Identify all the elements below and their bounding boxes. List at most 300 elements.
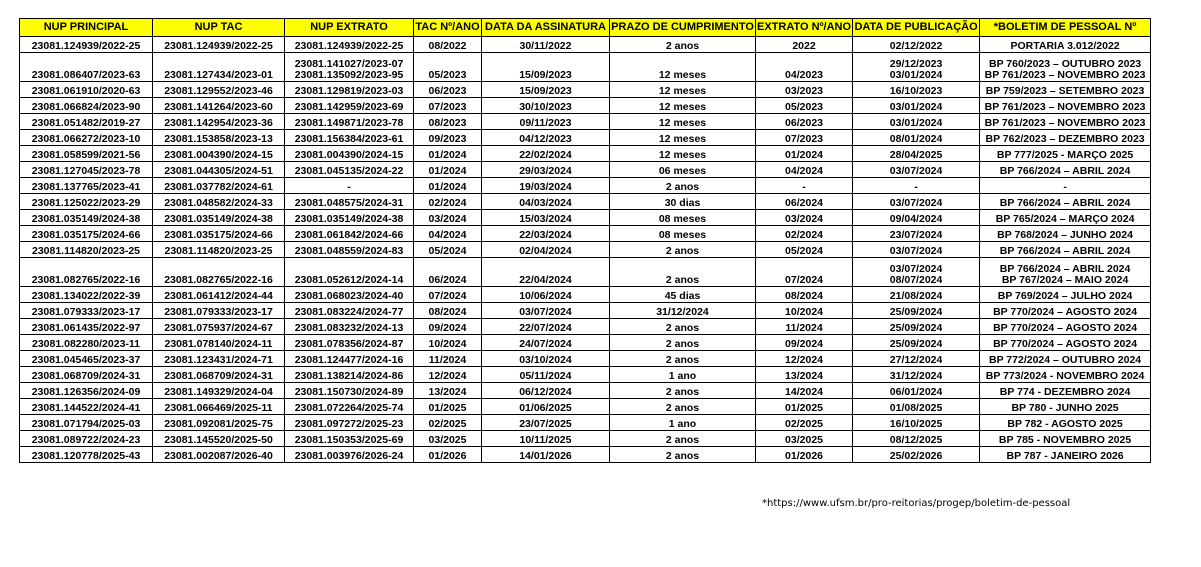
cell-tac-ano	[414, 194, 482, 210]
cell-text: 23081.150730/2024-89	[294, 386, 404, 398]
cell-text: 23081.004390/2024-15	[294, 149, 404, 161]
cell-data-publicacao	[853, 399, 980, 415]
cell-text: 05/2023	[785, 101, 824, 113]
cell-text: 24/07/2024	[519, 338, 572, 350]
cell-text: 08/2024	[428, 306, 467, 318]
cell-text: BP 777/2025 - MARÇO 2025	[996, 149, 1134, 161]
cell-text: 06/2024	[428, 274, 467, 286]
cell-text: 23081.086407/2023-63	[31, 69, 141, 81]
cell-prazo	[610, 162, 756, 178]
cell-tac-ano	[414, 383, 482, 399]
cell-tac-ano	[414, 335, 482, 351]
cell-text: 23081.082280/2023-11	[31, 338, 141, 350]
cell-text: 27/12/2024	[889, 354, 943, 366]
cell-text: 06/12/2024	[519, 386, 572, 398]
cell-text: 07/2024	[428, 290, 467, 302]
cell-prazo	[610, 303, 756, 319]
cell-data-assinatura	[482, 178, 610, 194]
cell-boletim	[980, 415, 1151, 431]
cell-text: BP 766/2024 – ABRIL 2024	[999, 245, 1131, 257]
cell-nup-extrato	[285, 447, 414, 463]
cell-text: 05/2024	[428, 245, 467, 257]
cell-tac-ano	[414, 242, 482, 258]
cell-text: BP 780 - JUNHO 2025	[1011, 402, 1119, 414]
cell-nup-tac	[153, 287, 285, 303]
cell-nup-principal	[20, 37, 153, 53]
cell-data-publicacao	[853, 367, 980, 383]
cell-prazo	[610, 258, 756, 287]
cell-nup-tac	[153, 162, 285, 178]
cell-text: 12 meses	[658, 133, 707, 145]
cell-text: 2 anos	[665, 274, 700, 286]
cell-nup-extrato	[285, 114, 414, 130]
cell-data-assinatura	[482, 210, 610, 226]
cell-data-publicacao	[853, 319, 980, 335]
cell-extrato-ano	[756, 146, 853, 162]
cell-nup-tac	[153, 319, 285, 335]
cell-text: BP 770/2024 – AGOSTO 2024	[993, 338, 1138, 350]
cell-nup-tac	[153, 53, 285, 82]
cell-text: 23081.079333/2023-17	[31, 306, 141, 318]
cell-prazo	[610, 82, 756, 98]
cell-text: 01/2024	[785, 149, 824, 161]
header-nup-extrato: NUP EXTRATO	[285, 19, 414, 37]
cell-prazo	[610, 287, 756, 303]
cell-text: 23081.037782/2024-61	[164, 181, 273, 193]
cell-nup-tac	[153, 447, 285, 463]
cell-boletim	[980, 53, 1151, 82]
table-row	[20, 98, 1151, 114]
cell-extrato-ano	[756, 82, 853, 98]
cell-text: 28/04/2025	[889, 149, 943, 161]
cell-text: 23081.142954/2023-36	[164, 117, 273, 129]
cell-text: 04/12/2023	[519, 133, 572, 145]
cell-text: 12 meses	[658, 101, 707, 113]
cell-tac-ano	[414, 367, 482, 383]
cell-boletim	[980, 82, 1151, 98]
header-prazo: PRAZO DE CUMPRIMENTO	[610, 19, 756, 37]
cell-boletim	[980, 130, 1151, 146]
cell-text: 03/07/2024	[889, 263, 943, 275]
cell-data-assinatura	[482, 194, 610, 210]
cell-tac-ano	[414, 162, 482, 178]
cell-extrato-ano	[756, 399, 853, 415]
cell-text: 22/03/2024	[519, 229, 572, 241]
cell-text: 02/2025	[428, 418, 467, 430]
cell-boletim	[980, 431, 1151, 447]
cell-nup-tac	[153, 303, 285, 319]
cell-data-assinatura	[482, 319, 610, 335]
cell-text: 15/09/2023	[519, 69, 572, 81]
cell-data-assinatura	[482, 146, 610, 162]
cell-text: 31/12/2024	[889, 370, 943, 382]
cell-text: 02/12/2022	[889, 40, 943, 52]
cell-text: 45 dias	[664, 290, 701, 302]
cell-text: 12/2024	[428, 370, 467, 382]
cell-extrato-ano	[756, 178, 853, 194]
cell-text: 23081.126356/2024-09	[31, 386, 141, 398]
table-row	[20, 303, 1151, 319]
cell-data-publicacao	[853, 162, 980, 178]
cell-text: BP 766/2024 – ABRIL 2024	[999, 197, 1131, 209]
cell-text: 22/07/2024	[519, 322, 572, 334]
cell-data-assinatura	[482, 415, 610, 431]
cell-nup-extrato	[285, 303, 414, 319]
cell-data-assinatura	[482, 383, 610, 399]
cell-text: 2 anos	[665, 245, 700, 257]
cell-extrato-ano	[756, 287, 853, 303]
cell-nup-tac	[153, 258, 285, 287]
cell-data-assinatura	[482, 114, 610, 130]
cell-text: BP 767/2024 – MAIO 2024	[1001, 274, 1129, 286]
cell-text: BP 766/2024 – ABRIL 2024	[999, 165, 1131, 177]
cell-nup-principal	[20, 258, 153, 287]
cell-extrato-ano	[756, 431, 853, 447]
cell-extrato-ano	[756, 415, 853, 431]
cell-prazo	[610, 335, 756, 351]
cell-text: 31/12/2024	[656, 306, 709, 318]
cell-text: 23081.061412/2024-44	[164, 290, 273, 302]
cell-text: 08 meses	[658, 213, 707, 225]
cell-prazo	[610, 98, 756, 114]
cell-text: 22/04/2024	[519, 274, 572, 286]
cell-text: 13/2024	[785, 370, 824, 382]
cell-nup-tac	[153, 367, 285, 383]
cell-nup-extrato	[285, 178, 414, 194]
cell-nup-extrato	[285, 367, 414, 383]
cell-prazo	[610, 130, 756, 146]
table-row	[20, 146, 1151, 162]
cell-text: 01/2024	[428, 181, 467, 193]
table-row	[20, 367, 1151, 383]
cell-extrato-ano	[756, 447, 853, 463]
cell-nup-tac	[153, 335, 285, 351]
cell-text: 23081.052612/2024-14	[294, 274, 404, 286]
cell-text: 23081.120778/2025-43	[31, 450, 141, 462]
cell-data-assinatura	[482, 335, 610, 351]
cell-text: 2 anos	[665, 181, 700, 193]
cell-text: 23081.066824/2023-90	[31, 101, 141, 113]
cell-data-assinatura	[482, 82, 610, 98]
cell-nup-principal	[20, 383, 153, 399]
cell-text: 23081.061910/2020-63	[31, 85, 141, 97]
cell-nup-extrato	[285, 146, 414, 162]
cell-text: 04/2024	[785, 165, 824, 177]
cell-nup-extrato	[285, 242, 414, 258]
cell-text: 01/2026	[785, 450, 824, 462]
cell-prazo	[610, 242, 756, 258]
cell-extrato-ano	[756, 194, 853, 210]
cell-text: 23081.124939/2022-25	[164, 40, 273, 52]
cell-data-publicacao	[853, 226, 980, 242]
cell-tac-ano	[414, 98, 482, 114]
cell-text: 23081.044305/2024-51	[164, 165, 273, 177]
cell-nup-tac	[153, 178, 285, 194]
cell-text: -	[347, 181, 351, 193]
cell-text: 23081.092081/2025-75	[164, 418, 273, 430]
cell-prazo	[610, 53, 756, 82]
cell-tac-ano	[414, 415, 482, 431]
header-boletim: *BOLETIM DE PESSOAL Nº	[980, 19, 1151, 37]
cell-text: 12 meses	[658, 149, 707, 161]
table-row	[20, 162, 1151, 178]
cell-data-publicacao	[853, 98, 980, 114]
cell-prazo	[610, 114, 756, 130]
cell-text: 23081.045135/2024-22	[294, 165, 404, 177]
cell-prazo	[610, 431, 756, 447]
header-data-assinatura: DATA DA ASSINATURA	[482, 19, 610, 37]
cell-text: 08 meses	[658, 229, 707, 241]
cell-nup-principal	[20, 178, 153, 194]
cell-boletim	[980, 335, 1151, 351]
cell-prazo	[610, 367, 756, 383]
cell-data-publicacao	[853, 53, 980, 82]
cell-nup-extrato	[285, 383, 414, 399]
cell-boletim	[980, 210, 1151, 226]
cell-text: 23081.068023/2024-40	[294, 290, 404, 302]
cell-nup-extrato	[285, 226, 414, 242]
cell-tac-ano	[414, 399, 482, 415]
cell-boletim	[980, 194, 1151, 210]
cell-tac-ano	[414, 447, 482, 463]
cell-boletim	[980, 226, 1151, 242]
cell-nup-tac	[153, 399, 285, 415]
cell-text: 08/01/2024	[889, 133, 943, 145]
cell-text: 23081.124939/2022-25	[294, 40, 404, 52]
cell-data-publicacao	[853, 210, 980, 226]
cell-text: 23/07/2024	[889, 229, 943, 241]
cell-tac-ano	[414, 53, 482, 82]
cell-tac-ano	[414, 130, 482, 146]
cell-text: BP 762/2023 – DEZEMBRO 2023	[985, 133, 1145, 145]
header-data-publicacao: DATA DE PUBLICAÇÃO	[853, 19, 980, 37]
cell-boletim	[980, 98, 1151, 114]
cell-nup-principal	[20, 335, 153, 351]
cell-text: 12/2024	[785, 354, 824, 366]
cell-text: 23081.078356/2024-87	[294, 338, 404, 350]
cell-text: BP 785 - NOVEMBRO 2025	[998, 434, 1132, 446]
cell-text: BP 773/2024 - NOVEMBRO 2024	[985, 370, 1145, 382]
cell-data-publicacao	[853, 383, 980, 399]
cell-text: 23081.072264/2025-74	[294, 402, 404, 414]
cell-text: 23081.144522/2024-41	[31, 402, 141, 414]
cell-prazo	[610, 37, 756, 53]
cell-data-assinatura	[482, 431, 610, 447]
cell-nup-principal	[20, 82, 153, 98]
cell-text: 23081.145520/2025-50	[164, 434, 273, 446]
cell-extrato-ano	[756, 242, 853, 258]
cell-extrato-ano	[756, 303, 853, 319]
cell-text: -	[1063, 181, 1067, 193]
cell-text: 12 meses	[658, 85, 707, 97]
cell-data-assinatura	[482, 242, 610, 258]
cell-data-publicacao	[853, 114, 980, 130]
cell-text: 15/03/2024	[519, 213, 572, 225]
table-row	[20, 258, 1151, 287]
cell-text: 11/2024	[428, 354, 467, 366]
cell-text: 07/2024	[785, 274, 824, 286]
cell-text: 19/03/2024	[519, 181, 572, 193]
cell-text: BP 765/2024 – MARÇO 2024	[995, 213, 1135, 225]
cell-nup-tac	[153, 114, 285, 130]
cell-extrato-ano	[756, 383, 853, 399]
cell-text: 23081.078140/2024-11	[164, 338, 273, 350]
cell-text: 23081.124939/2022-25	[31, 40, 141, 52]
cell-text: 25/02/2026	[889, 450, 943, 462]
cell-data-assinatura	[482, 367, 610, 383]
cell-nup-tac	[153, 82, 285, 98]
cell-tac-ano	[414, 178, 482, 194]
cell-text: 22/02/2024	[519, 149, 572, 161]
cell-text: 09/04/2024	[889, 213, 943, 225]
cell-text: 03/07/2024	[519, 306, 572, 318]
cell-text: 23081.061842/2024-66	[294, 229, 404, 241]
cell-prazo	[610, 194, 756, 210]
cell-text: 23081.035149/2024-38	[31, 213, 141, 225]
spreadsheet	[19, 18, 1151, 463]
cell-prazo	[610, 447, 756, 463]
cell-text: 14/01/2026	[519, 450, 572, 462]
cell-nup-principal	[20, 399, 153, 415]
table-row	[20, 399, 1151, 415]
cell-nup-extrato	[285, 319, 414, 335]
cell-text: 03/07/2024	[889, 197, 943, 209]
cell-text: 2 anos	[665, 322, 700, 334]
cell-text: 16/10/2023	[889, 85, 943, 97]
cell-boletim	[980, 258, 1151, 287]
cell-boletim	[980, 178, 1151, 194]
cell-data-assinatura	[482, 351, 610, 367]
cell-text: 07/2023	[428, 101, 467, 113]
cell-tac-ano	[414, 431, 482, 447]
cell-text: 16/10/2025	[889, 418, 943, 430]
cell-prazo	[610, 178, 756, 194]
cell-data-publicacao	[853, 258, 980, 287]
cell-text: 30/11/2022	[519, 40, 572, 52]
cell-tac-ano	[414, 351, 482, 367]
cell-data-assinatura	[482, 162, 610, 178]
cell-text: 04/2024	[428, 229, 467, 241]
cell-prazo	[610, 351, 756, 367]
cell-prazo	[610, 399, 756, 415]
source-footnote: *https://www.ufsm.br/pro-reitorias/progep/boletim-de-pessoal	[762, 498, 1071, 509]
cell-extrato-ano	[756, 335, 853, 351]
cell-text: BP 759/2023 – SETEMBRO 2023	[985, 85, 1145, 97]
cell-text: 23081.125022/2023-29	[31, 197, 141, 209]
cell-text: -	[802, 181, 806, 193]
cell-boletim	[980, 162, 1151, 178]
cell-text: 02/04/2024	[519, 245, 572, 257]
cell-nup-tac	[153, 37, 285, 53]
cell-tac-ano	[414, 210, 482, 226]
cell-boletim	[980, 287, 1151, 303]
cell-text: 08/12/2025	[889, 434, 943, 446]
table-row	[20, 194, 1151, 210]
cell-text: 13/2024	[428, 386, 467, 398]
cell-nup-tac	[153, 351, 285, 367]
cell-text: 23081.068709/2024-31	[31, 370, 141, 382]
cell-data-publicacao	[853, 194, 980, 210]
cell-boletim	[980, 351, 1151, 367]
cell-boletim	[980, 114, 1151, 130]
cell-text: 23081.079333/2023-17	[164, 306, 273, 318]
cell-data-publicacao	[853, 82, 980, 98]
cell-extrato-ano	[756, 162, 853, 178]
cell-text: 23081.127045/2023-78	[31, 165, 141, 177]
header-row	[20, 19, 1151, 37]
cell-text: 23081.127434/2023-01	[164, 69, 273, 81]
cell-text: 2 anos	[665, 40, 700, 52]
cell-text: 23081.048575/2024-31	[294, 197, 404, 209]
cell-text: 14/2024	[785, 386, 824, 398]
cell-text: 08/2024	[785, 290, 824, 302]
cell-tac-ano	[414, 114, 482, 130]
cell-data-publicacao	[853, 130, 980, 146]
cell-text: PORTARIA 3.012/2022	[1010, 40, 1120, 52]
cell-text: 10/2024	[785, 306, 824, 318]
cell-prazo	[610, 146, 756, 162]
table-row	[20, 53, 1151, 82]
cell-text: BP 770/2024 – AGOSTO 2024	[993, 306, 1138, 318]
cell-text: 01/2024	[428, 165, 467, 177]
header-extrato-ano: EXTRATO Nº/ANO	[756, 19, 853, 37]
cell-text: BP 787 - JANEIRO 2026	[1006, 450, 1124, 462]
cell-data-publicacao	[853, 415, 980, 431]
cell-nup-extrato	[285, 194, 414, 210]
cell-text: 06/2024	[785, 197, 824, 209]
cell-nup-principal	[20, 367, 153, 383]
cell-nup-principal	[20, 194, 153, 210]
table-row	[20, 447, 1151, 463]
table-row	[20, 319, 1151, 335]
cell-nup-principal	[20, 210, 153, 226]
cell-text: 23081.035149/2024-38	[294, 213, 404, 225]
cell-text: 2 anos	[665, 338, 700, 350]
cell-boletim	[980, 319, 1151, 335]
cell-text: 09/2023	[428, 133, 467, 145]
cell-text: 21/08/2024	[889, 290, 943, 302]
cell-nup-principal	[20, 114, 153, 130]
cell-text: 23081.082765/2022-16	[31, 274, 141, 286]
cell-nup-principal	[20, 98, 153, 114]
cell-prazo	[610, 319, 756, 335]
cell-text: 23081.083224/2024-77	[294, 306, 404, 318]
cell-text: 01/06/2025	[519, 402, 572, 414]
cell-text: 2 anos	[665, 402, 700, 414]
cell-data-assinatura	[482, 130, 610, 146]
cell-text: 06/2023	[428, 85, 467, 97]
cell-text: 23081.124477/2024-16	[294, 354, 404, 366]
cell-nup-tac	[153, 130, 285, 146]
cell-nup-principal	[20, 303, 153, 319]
cell-nup-principal	[20, 415, 153, 431]
table-row	[20, 431, 1151, 447]
cell-text: 03/01/2024	[889, 101, 943, 113]
cell-nup-principal	[20, 447, 153, 463]
cell-extrato-ano	[756, 226, 853, 242]
cell-text: 23081.082765/2022-16	[164, 274, 273, 286]
cell-text: 05/11/2024	[519, 370, 572, 382]
cell-nup-principal	[20, 242, 153, 258]
cell-text: 25/09/2024	[889, 338, 943, 350]
cell-nup-extrato	[285, 258, 414, 287]
cell-text: 23081.035149/2024-38	[164, 213, 273, 225]
cell-nup-principal	[20, 431, 153, 447]
cell-text: 09/2024	[785, 338, 824, 350]
cell-text: 23081.035175/2024-66	[164, 229, 273, 241]
cell-text: 07/2023	[785, 133, 824, 145]
cell-tac-ano	[414, 37, 482, 53]
